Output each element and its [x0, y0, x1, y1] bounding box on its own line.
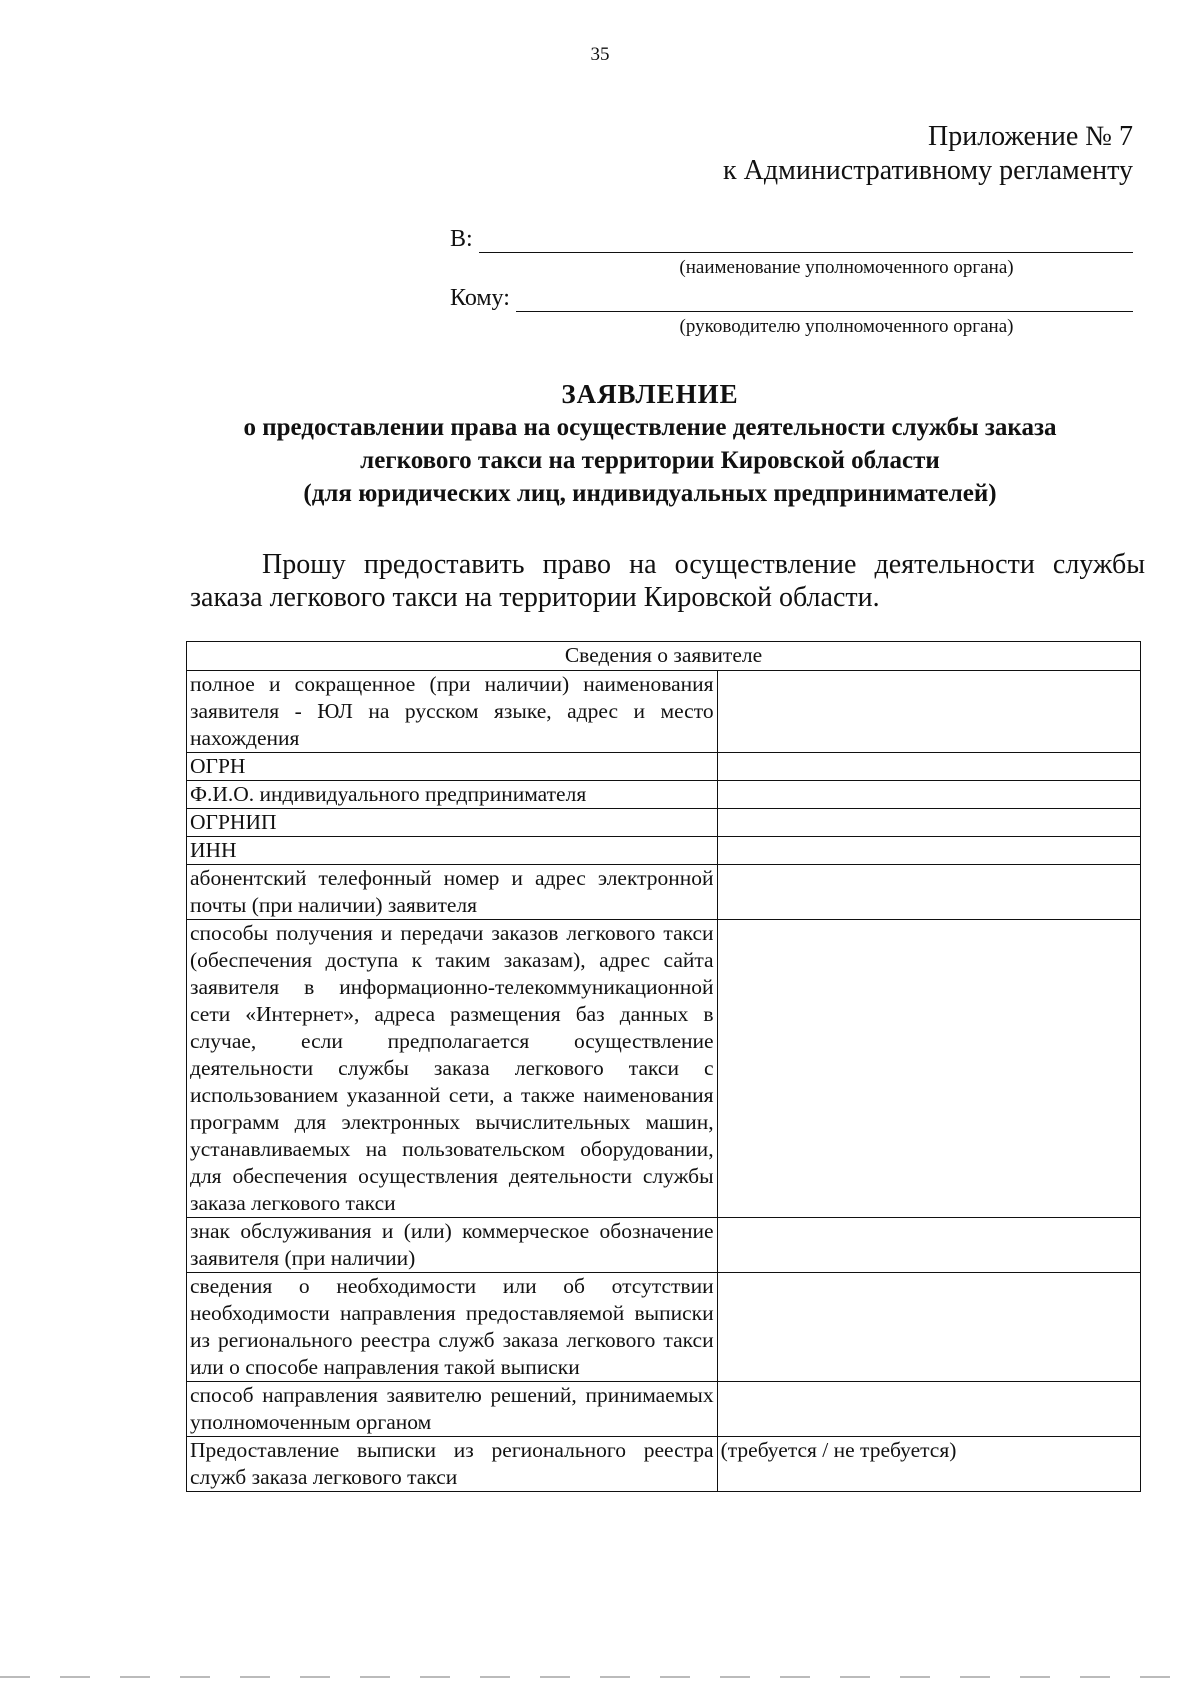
row-value[interactable] — [717, 837, 1140, 865]
row-value[interactable]: (требуется / не требуется) — [717, 1437, 1140, 1492]
row-value[interactable] — [717, 809, 1140, 837]
row-label: Ф.И.О. индивидуального предпринимателя — [187, 781, 718, 809]
row-label: полное и сокращенное (при наличии) наименования заявителя - ЮЛ на русском языке, адрес и место нахождения — [187, 671, 718, 753]
recipient-to-field[interactable] — [479, 230, 1133, 253]
row-value[interactable] — [717, 1273, 1140, 1382]
row-label: абонентский телефонный номер и адрес электронной почты (при наличии) заявителя — [187, 865, 718, 920]
row-value[interactable] — [717, 920, 1140, 1218]
recipient-whom-row — [450, 285, 1133, 312]
table-row — [187, 1382, 1141, 1437]
table-row — [187, 753, 1141, 781]
table-row — [187, 865, 1141, 920]
row-value[interactable] — [717, 753, 1140, 781]
row-label: знак обслуживания и (или) коммерческое обозначение заявителя (при наличии) — [187, 1218, 718, 1273]
table-row — [187, 837, 1141, 865]
table-row — [187, 781, 1141, 809]
row-label: способ направления заявителю решений, принимаемых уполномоченным органом — [187, 1382, 718, 1437]
row-label: способы получения и передачи заказов легкового такси (обеспечения доступа к таким заказам), адрес сайта заявителя в информационно-телекоммуникационной сети «Интернет», адреса размещения баз данных в случае, если предполагается осуществление деятельности службы заказа легкового такси с использованием указанной сети, а также наименования программ для электронных вычислительных машин, устанавливаемых на пользовательском оборудовании, для обеспечения осуществления деятельности службы заказа легкового такси — [187, 920, 718, 1218]
recipient-whom-hint: (руководителю уполномоченного органа) — [679, 316, 1014, 337]
row-label: ОГРН — [187, 753, 718, 781]
recipient-whom-label: Кому: — [450, 285, 510, 311]
table-row — [187, 1273, 1141, 1382]
recipient-to-label: В: — [450, 226, 473, 252]
table-header: Сведения о заявителе — [187, 642, 1141, 671]
applicant-info-table — [186, 641, 1141, 1492]
title-line-3: (для юридических лиц, индивидуальных предпринимателей) — [303, 480, 997, 507]
row-value[interactable] — [717, 781, 1140, 809]
row-value[interactable] — [717, 671, 1140, 753]
request-paragraph: Прошу предоставить право на осуществление деятельности службы заказа легкового такси на территории Кировской области. — [190, 549, 1145, 613]
row-value[interactable] — [717, 1218, 1140, 1273]
recipient-to-hint: (наименование уполномоченного органа) — [679, 257, 1014, 278]
row-label: ИНН — [187, 837, 718, 865]
table-row — [187, 920, 1141, 1218]
row-label: Предоставление выписки из регионального реестра служб заказа легкового такси — [187, 1437, 718, 1492]
page-number: 35 — [590, 44, 610, 65]
scan-edge-artifact — [0, 1676, 1200, 1678]
table-row — [187, 1437, 1141, 1492]
recipient-block — [450, 226, 1133, 338]
table-row — [187, 671, 1141, 753]
title-line-2: легкового такси на территории Кировской области — [360, 447, 940, 474]
row-value[interactable] — [717, 1382, 1140, 1437]
table-row — [187, 809, 1141, 837]
title-main: ЗАЯВЛЕНИЕ — [561, 379, 739, 409]
row-label: сведения о необходимости или об отсутствии необходимости направления предоставляемой выписки из регионального реестра служб заказа легкового такси или о способе направления такой выписки — [187, 1273, 718, 1382]
document-title — [150, 378, 1150, 510]
appendix-line-1: Приложение № 7 — [928, 121, 1133, 152]
appendix-line-2: к Административному регламенту — [723, 155, 1133, 186]
recipient-to-row — [450, 226, 1133, 253]
row-label: ОГРНИП — [187, 809, 718, 837]
row-value[interactable] — [717, 865, 1140, 920]
recipient-whom-field[interactable] — [516, 289, 1133, 312]
table-row — [187, 1218, 1141, 1273]
appendix-heading — [723, 120, 1133, 188]
title-line-1: о предоставлении права на осуществление деятельности службы заказа — [243, 414, 1057, 441]
